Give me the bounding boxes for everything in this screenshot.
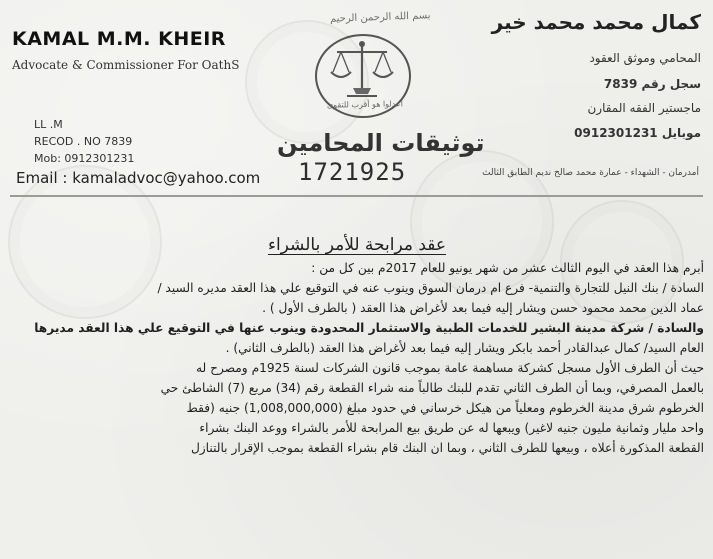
- contract-line-1: أبرم هذا العقد في اليوم الثالث عشر من شهر يونيو للعام 2017م بين كل من :: [311, 261, 704, 275]
- contract-line-8: الخرطوم شرق مدينة الخرطوم ومعلياً من هيكل خرساني في حدود مبلغ (1,008,000,000) جنيه (فقط: [186, 401, 704, 415]
- arabic-degree-line: ماجستير الفقه المقارن: [587, 101, 701, 115]
- contract-line-7: بالعمل المصرفي، وبما أن الطرف الثاني تقدم للبنك طالباً منه شراء القطعة رقم (34) مربع (7) الشاطئ حي: [160, 381, 704, 395]
- contract-line-3: عماد الدين محمد محمود حسن ويشار إليه فيما بعد لأغراض هذا العقد ( بالطرف الأول ) .: [262, 301, 704, 315]
- letterhead-english: [12, 28, 272, 72]
- letterhead-arabic: [416, 10, 701, 142]
- contract-body: [14, 258, 704, 458]
- contract-title: عقد مرابحة للأمر بالشراء: [267, 235, 447, 255]
- email-line: Email : kamaladvoc@yahoo.com: [16, 169, 261, 187]
- stamp-number: 1721925: [298, 158, 407, 186]
- contract-line-6: حيث أن الطرف الأول مسجل كشركة مساهمة عامة بموجب قانون الشركات لسنة 1925م ومصرح له: [196, 361, 704, 375]
- seal-calligraphy: بسم الله الرحمن الرحيم: [329, 10, 431, 25]
- justice-seal: [315, 10, 431, 124]
- lawyer-title-english: Advocate & Commissioner For OathS: [12, 58, 240, 72]
- degree-line: LL .M: [34, 118, 63, 131]
- office-address: أمدرمان - الشهداء - عمارة محمد صالح نديم الطابق الثالث: [482, 168, 699, 178]
- record-number-line: RECOD . NO 7839: [34, 135, 133, 148]
- english-credentials: [34, 116, 194, 167]
- contract-line-2: السادة / بنك النيل للتجارة والتنمية- فرع ام درمان السوق وينوب عنه في التوقيع علي هذا العقد مديره السيد /: [157, 281, 704, 295]
- contract-line-10: القطعة المذكورة أعلاه ، وبيعها للطرف الثاني ، وبما ان البنك قام بشراء القطعة بموجب الإقرار بالتنازل: [190, 441, 704, 455]
- contract-line-4: والسادة / شركة مدينة البشير للخدمات الطبية والاستثمار المحدودة وينوب عنها في التوقيع علي هذا العقد مديرها: [34, 321, 704, 335]
- arabic-registration-line: سجل رقم 7839: [603, 77, 701, 91]
- contract-line-9: واحد مليار وثمانية مليون جنيه لاغير) ويبعها له عن طريق بيع المرابحة للأمر بالشراء ووعد البنك بشراء: [199, 421, 704, 435]
- arabic-title-line: المحامي وموثق العقود: [589, 51, 701, 65]
- seal-motto: اعدلوا هو أقرب للتقوى: [326, 99, 403, 110]
- lawyer-name-arabic: كمال محمد محمد خير: [491, 10, 701, 34]
- stamp-title: توثيقات المحامين: [277, 129, 485, 157]
- contract-line-5: العام السيد/ كمال عبدالقادر أحمد بابكر ويشار إليه فيما بعد لأغراض هذا العقد (بالطرف الثاني) .: [225, 341, 704, 355]
- arabic-mobile-line: موبايل 0912301231: [574, 126, 701, 140]
- lawyer-name-english: KAMAL M.M. KHEIR: [12, 28, 226, 50]
- header-divider: [10, 195, 703, 197]
- mobile-line-english: Mob: 0912301231: [34, 152, 135, 165]
- scales-icon: [323, 38, 401, 100]
